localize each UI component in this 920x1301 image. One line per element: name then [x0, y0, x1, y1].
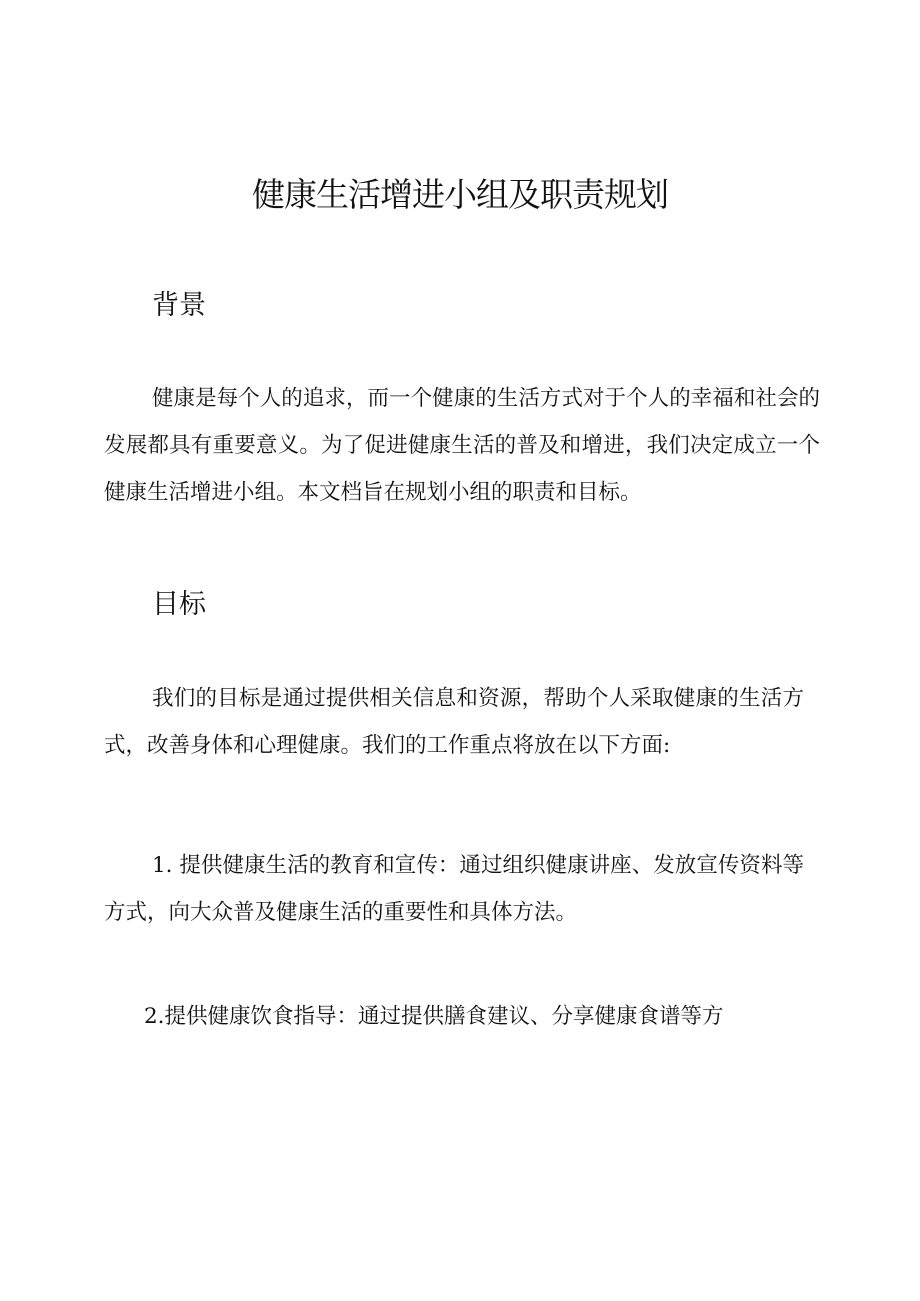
section-heading-goals: 目标 [152, 589, 206, 620]
goals-list-item-1: 1. 提供健康生活的教育和宣传：通过组织健康讲座、发放宣传资料等方式，向大众普及健康生活的重要性和具体方法。 [104, 853, 804, 925]
goals-paragraph: 我们的目标是通过提供相关信息和资源，帮助个人采取健康的生活方式，改善身体和心理健康。我们的工作重点将放在以下方面: [104, 686, 804, 758]
section-heading-background: 背景 [152, 290, 206, 321]
goals-list-item-2: 2.提供健康饮食指导：通过提供膳食建议、分享健康食谱等方 [144, 1004, 724, 1029]
document-title: 健康生活增进小组及职责规划 [252, 175, 668, 214]
background-paragraph: 健康是每个人的追求，而一个健康的生活方式对于个人的幸福和社会的发展都具有重要意义。为了促进健康生活的普及和增进，我们决定成立一个健康生活增进小组。本文档旨在规划小组的职责和目标。 [104, 386, 820, 505]
